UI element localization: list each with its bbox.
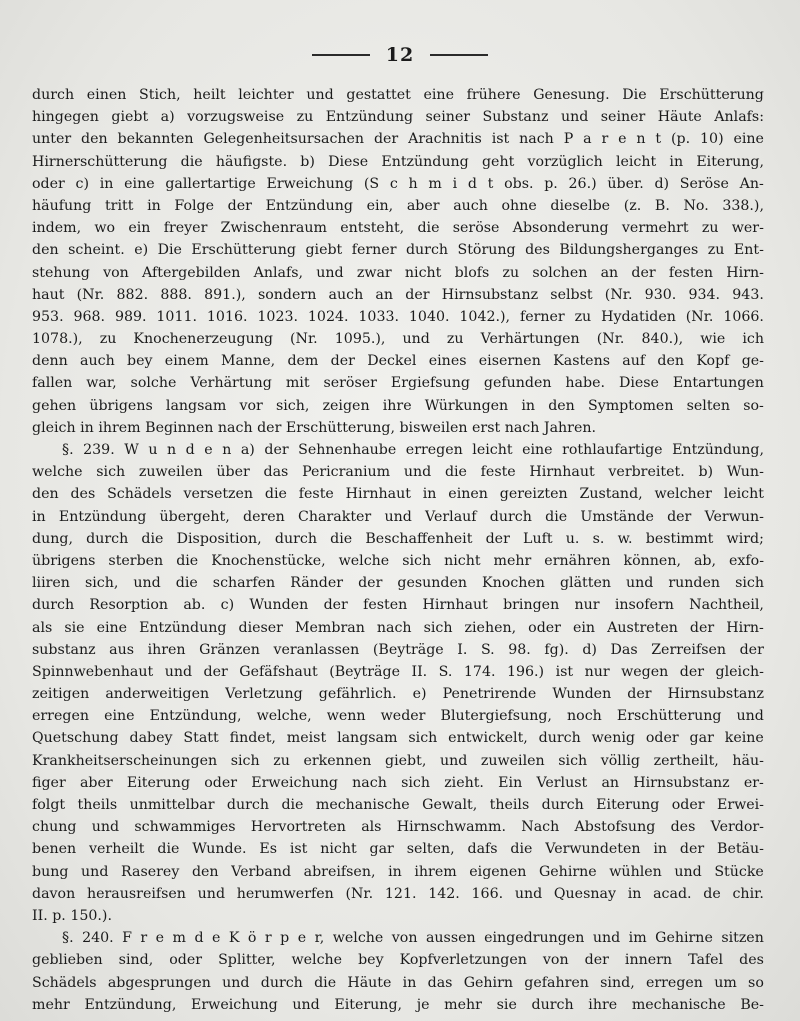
- text-line: figer aber Eiterung oder Erweichung nach sich zieht. Ein Verlust an Hirnsubstanz er-: [32, 774, 764, 791]
- header-rule-right: [430, 54, 488, 56]
- text-line: indem, wo ein freyer Zwischenraum entsteht, die seröse Absonderung vermehrt zu wer-: [32, 220, 764, 237]
- text-line: Spinnwebenhaut und der Gefäfshaut (Beyträge II. S. 174. 196.) ist nur wegen der gleich-: [32, 663, 764, 680]
- text-line: bung und Raserey den Verband abreifsen, in ihrem eigenen Gehirne wühlen und Stücke: [32, 863, 764, 880]
- text-line: welche sich zuweilen über das Pericranium und die feste Hirnhaut verbreitet. b) Wun-: [32, 464, 764, 481]
- text-line: dung, durch die Disposition, durch die Beschaffenheit der Luft u. s. w. bestimmt wird;: [32, 530, 764, 547]
- text-line: gleich in ihrem Beginnen nach der Erschütterung, bisweilen erst nach Jahren.: [32, 419, 596, 436]
- text-line: Schädels abgesprungen und durch die Häute in das Gehirn gefahren sind, erregen um so: [32, 974, 764, 991]
- text-line: 953. 968. 989. 1011. 1016. 1023. 1024. 1033. 1040. 1042.), ferner zu Hydatiden (Nr. 1066.: [32, 308, 764, 325]
- page-number: 12: [385, 44, 415, 66]
- header-rule-left: [312, 54, 370, 56]
- text-line: übrigens sterben die Knochenstücke, welche sich nicht mehr ernähren können, ab, exfo-: [32, 552, 764, 569]
- text-line: hingegen giebt a) vorzugsweise zu Entzündung seiner Substanz und seiner Häute Anlafs:: [32, 109, 764, 126]
- text-line: erregen eine Entzündung, welche, wenn weder Blutergiefsung, noch Erschütterung und: [32, 708, 764, 725]
- text-line: geblieben sind, oder Splitter, welche bey Kopfverletzungen von der innern Tafel des: [32, 952, 764, 969]
- text-line: chung und schwammiges Hervortreten als Hirnschwamm. Nach Abstofsung des Verdor-: [32, 819, 764, 836]
- text-line: als sie eine Entzündung dieser Membran nach sich ziehen, oder ein Austreten der Hirn-: [32, 619, 764, 636]
- text-line: liiren sich, und die scharfen Ränder der gesunden Knochen glätten und runden sich: [32, 575, 764, 592]
- page-header: [0, 40, 800, 70]
- text-line: substanz aus ihren Gränzen veranlassen (Beyträge I. S. 98. fg). d) Das Zerreifsen der: [32, 641, 764, 658]
- text-line: Quetschung dabey Statt findet, meist langsam sich entwickelt, durch wenig oder gar keine: [32, 730, 764, 747]
- text-line: gehen übrigens langsam vor sich, zeigen ihre Würkungen in den Symptomen selten so-: [32, 397, 764, 414]
- text-line: §. 239. W u n d e n a) der Sehnenhaube erregen leicht eine rothlaufartige Entzündung,: [62, 442, 764, 458]
- text-line: häufung tritt in Folge der Entzündung ein, aber auch ohne dieselbe (z. B. No. 338.),: [32, 197, 764, 214]
- text-line: durch Resorption ab. c) Wunden der festen Hirnhaut bringen nur insofern Nachtheil,: [32, 597, 764, 614]
- text-line: benen verheilt die Wunde. Es ist nicht gar selten, dafs die Verwundeten in der Betäu-: [32, 841, 764, 858]
- text-line: davon herausreifsen und herumwerfen (Nr. 121. 142. 166. und Quesnay in acad. de chir.: [32, 885, 764, 902]
- page-body-text: [32, 84, 764, 1016]
- text-line: den des Schädels versetzen die feste Hirnhaut in einen gereizten Zustand, welcher leicht: [32, 486, 764, 503]
- text-line: oder c) in eine gallertartige Erweichung (S c h m i d t obs. p. 26.) über. d) Seröse An-: [32, 175, 764, 192]
- text-line: II. p. 150.).: [32, 907, 112, 924]
- text-line: unter den bekannten Gelegenheitsursachen der Arachnitis ist nach P a r e n t (p. 10) eine: [32, 131, 764, 148]
- text-line: denn auch bey einem Manne, dem der Deckel eines eisernen Kastens auf den Kopf ge-: [32, 353, 764, 370]
- text-line: stehung von Aftergebilden Anlafs, und zwar nicht blofs zu solchen an der festen Hirn-: [32, 264, 764, 281]
- text-line: fallen war, solche Verhärtung mit seröser Ergiefsung gefunden habe. Diese Entartungen: [32, 375, 764, 392]
- text-line: haut (Nr. 882. 888. 891.), sondern auch an der Hirnsubstanz selbst (Nr. 930. 934. 943.: [32, 286, 764, 303]
- text-line: durch einen Stich, heilt leichter und gestattet eine frühere Genesung. Die Erschütterung: [32, 87, 764, 103]
- text-line: mehr Entzündung, Erweichung und Eiterung, je mehr sie durch ihre mechanische Be-: [32, 996, 764, 1013]
- text-line: in Entzündung übergeht, deren Charakter und Verlauf durch die Umstände der Verwun-: [32, 508, 764, 525]
- text-line: den scheint. e) Die Erschütterung giebt ferner durch Störung des Bildungsherganges zu Ent-: [32, 242, 764, 259]
- text-line: folgt theils unmittelbar durch die mechanische Gewalt, theils durch Eiterung oder Erwei-: [32, 797, 764, 813]
- text-line: Hirnerschütterung die häufigste. b) Diese Entzündung geht vorzüglich leicht in Eiterung,: [32, 153, 764, 170]
- text-line: zeitigen anderweitigen Verletzung gefährlich. e) Penetrirende Wunden der Hirnsubstanz: [32, 686, 764, 703]
- text-line: 1078.), zu Knochenerzeugung (Nr. 1095.), und zu Verhärtungen (Nr. 840.), wie ich: [32, 331, 764, 348]
- text-line: Krankheitserscheinungen sich zu erkennen giebt, und zuweilen sich völlig zertheilt, häu-: [32, 752, 764, 769]
- text-line: §. 240. F r e m d e K ö r p e r, welche von aussen eingedrungen und im Gehirne sitzen: [62, 930, 764, 947]
